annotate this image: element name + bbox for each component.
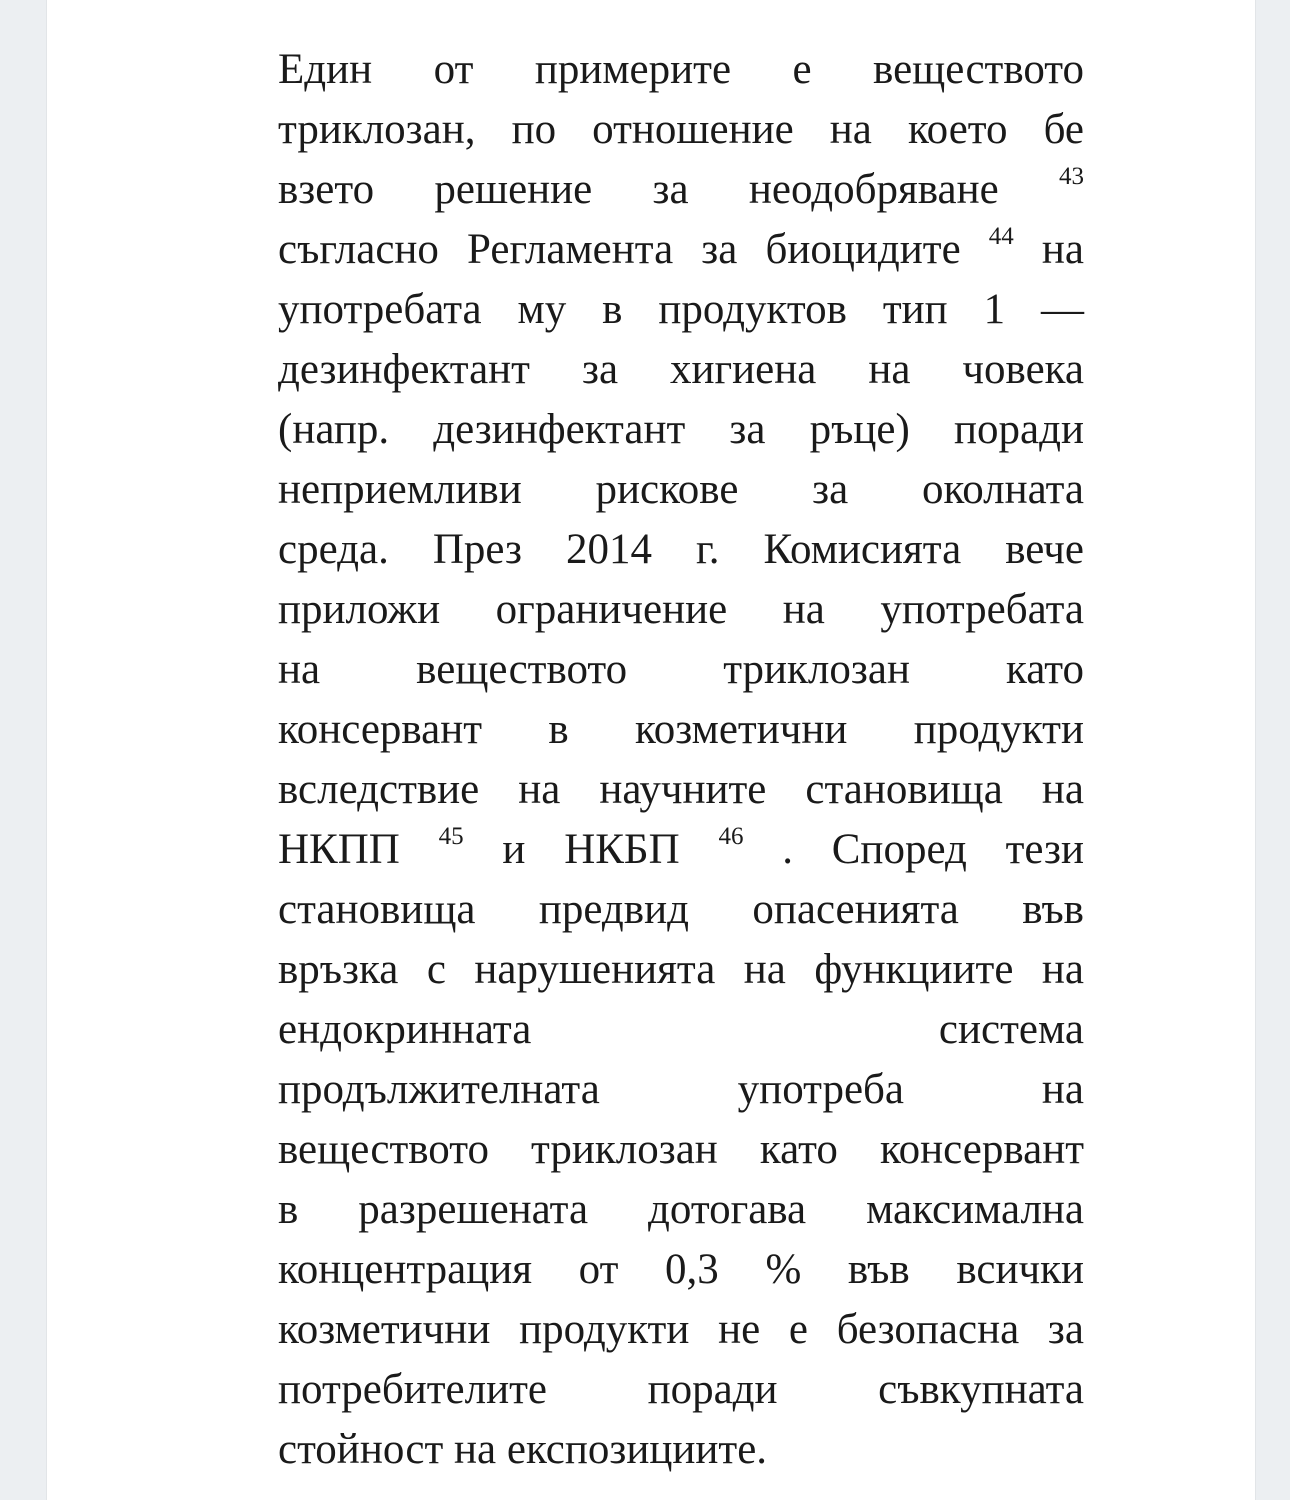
text-line: дезинфектант за хигиена на човека [278, 346, 1084, 393]
text-line: вследствие на научните становища на [278, 766, 1084, 813]
text-line: на веществото триклозан като [278, 646, 1084, 693]
text-line [278, 820, 1084, 880]
text-line: среда. През 2014 г. Комисията вече [278, 526, 1084, 573]
text-line: (напр. дезинфектант за ръце) поради [278, 406, 1084, 453]
text-segment: . Според тези [782, 826, 1085, 873]
footnote-reference[interactable]: 44 [988, 223, 1014, 250]
text-line: триклозан, по отношение на което бе [278, 106, 1084, 153]
text-line: веществото триклозан като консервант [278, 1126, 1084, 1173]
text-segment: съгласно Регламента за биоцидите [278, 226, 961, 273]
footnote-reference[interactable]: 45 [438, 823, 464, 850]
body-paragraph [278, 40, 1084, 1480]
footnote-reference[interactable]: 43 [1059, 163, 1084, 190]
text-line: неприемливи рискове за околната [278, 466, 1084, 513]
text-line: продължителната употреба на [278, 1066, 1084, 1113]
text-line: козметични продукти не е безопасна за [278, 1306, 1084, 1353]
text-line [278, 160, 1084, 220]
text-line [278, 220, 1084, 280]
footnote-reference[interactable]: 46 [718, 823, 744, 850]
text-line: връзка с нарушенията на функциите на [278, 946, 1084, 993]
text-line: стойност на експозициите. [278, 1426, 768, 1473]
text-line: употребата му в продуктов тип 1 — [278, 286, 1084, 333]
text-segment: на [1041, 226, 1085, 273]
text-line: ендокринната система [278, 1006, 1084, 1053]
text-line: Един от примерите е веществото [278, 46, 1084, 93]
text-line: концентрация от 0,3 % във всички [278, 1246, 1084, 1293]
text-line: в разрешената дотогава максимална [278, 1186, 1084, 1233]
text-line: приложи ограничение на употребата [278, 586, 1084, 633]
text-line: консервант в козметични продукти [278, 706, 1084, 753]
text-line: потребителите поради съвкупната [278, 1366, 1084, 1413]
document-page [46, 0, 1256, 1500]
text-line: становища предвид опасенията във [278, 886, 1084, 933]
text-segment: взето решение за неодобряване [278, 166, 999, 213]
text-segment: и НКБП [502, 826, 680, 873]
text-segment: НКПП [278, 826, 400, 873]
